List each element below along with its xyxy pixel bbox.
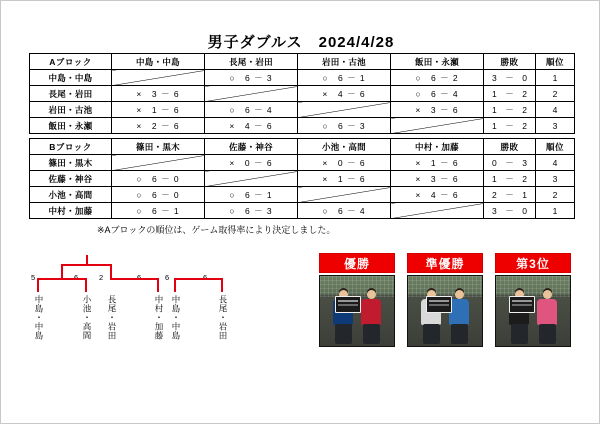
cell-record: 1 － 2 xyxy=(484,102,536,118)
person-legs xyxy=(451,324,468,344)
award-photo-runner-up xyxy=(407,275,483,347)
bracket-entry: 小池・高間 xyxy=(82,295,92,340)
cell-self xyxy=(205,86,298,102)
cell-score: ○ 6 － 2 xyxy=(391,70,484,86)
cell-self xyxy=(112,155,205,171)
cell-record: 2 － 1 xyxy=(484,187,536,203)
cell-score: ○ 6 － 3 xyxy=(205,203,298,219)
bracket-line xyxy=(85,278,87,292)
col-header-rank: 順位 xyxy=(536,54,575,70)
row-team-name: 篠田・黒木 xyxy=(30,155,112,171)
bracket-line xyxy=(61,264,63,278)
col-header-team-3: 小池・高間 xyxy=(298,139,391,155)
col-header-team-4: 飯田・永瀬 xyxy=(391,54,484,70)
col-header-team-4: 中村・加藤 xyxy=(391,139,484,155)
bracket-line xyxy=(157,278,159,292)
cell-score: ○ 6 － 3 xyxy=(298,118,391,134)
award-photo-champion xyxy=(319,275,395,347)
cell-score: ○ 6 － 0 xyxy=(112,171,205,187)
cell-self xyxy=(112,70,205,86)
award-ribbon-third-place: 第3位 xyxy=(495,253,571,273)
bracket-seed-number: 6 xyxy=(165,273,170,282)
col-header-rank: 順位 xyxy=(536,139,575,155)
table-row xyxy=(30,171,575,187)
cell-score: × 2 － 6 xyxy=(112,118,205,134)
cell-score: × 1 － 6 xyxy=(298,171,391,187)
col-header-team-2: 長尾・岩田 xyxy=(205,54,298,70)
cell-rank: 2 xyxy=(536,86,575,102)
person-legs xyxy=(335,324,352,344)
bracket-line xyxy=(174,278,176,292)
bracket-seed-number: 5 xyxy=(31,273,36,282)
table-row xyxy=(30,203,575,219)
person-body xyxy=(449,299,469,325)
col-header-team-2: 佐藤・神谷 xyxy=(205,139,298,155)
person-head xyxy=(543,290,552,299)
bracket-line xyxy=(37,278,86,280)
col-header-record: 勝敗 xyxy=(484,139,536,155)
col-header-team-1: 篠田・黒木 xyxy=(112,139,205,155)
person-figure xyxy=(534,290,560,344)
award-block-runner-up xyxy=(407,253,483,347)
cell-rank: 4 xyxy=(536,155,575,171)
bracket-seed-number: 2 xyxy=(99,273,104,282)
cell-record: 0 － 3 xyxy=(484,155,536,171)
cell-score: × 3 － 6 xyxy=(391,171,484,187)
col-header-team-3: 岩田・古池 xyxy=(298,54,391,70)
tournament-bracket xyxy=(31,251,301,371)
cell-score: × 1 － 6 xyxy=(391,155,484,171)
person-figure xyxy=(358,290,384,344)
row-team-name: 佐藤・神谷 xyxy=(30,171,112,187)
cell-rank: 4 xyxy=(536,102,575,118)
bracket-line xyxy=(110,278,158,280)
cell-score: ○ 6 － 0 xyxy=(112,187,205,203)
cell-rank: 3 xyxy=(536,171,575,187)
bracket-line xyxy=(110,264,112,278)
cell-rank: 2 xyxy=(536,187,575,203)
cell-score: ○ 6 － 4 xyxy=(298,203,391,219)
cell-score: ○ 6 － 3 xyxy=(205,70,298,86)
cell-self xyxy=(391,203,484,219)
cell-score: ○ 6 － 1 xyxy=(112,203,205,219)
person-body xyxy=(361,299,381,325)
cell-score: ○ 6 － 4 xyxy=(391,86,484,102)
block-b-label: Bブロック xyxy=(30,139,112,155)
footnote: ※Aブロックの順位は、ゲーム取得率により決定しました。 xyxy=(97,225,336,235)
result-board xyxy=(426,296,452,313)
award-photo-third-place xyxy=(495,275,571,347)
row-team-name: 中島・中島 xyxy=(30,70,112,86)
bracket-line xyxy=(37,278,39,292)
award-block-third-place xyxy=(495,253,571,347)
table-header-row xyxy=(30,139,575,155)
cell-self xyxy=(298,102,391,118)
cell-rank: 1 xyxy=(536,203,575,219)
bracket-entry: 中村・加藤 xyxy=(154,295,164,340)
cell-score: × 3 － 6 xyxy=(391,102,484,118)
row-team-name: 中村・加藤 xyxy=(30,203,112,219)
cell-score: ○ 6 － 1 xyxy=(205,187,298,203)
cell-score: × 3 － 6 xyxy=(112,86,205,102)
block-a-label: Aブロック xyxy=(30,54,112,70)
block-b-table xyxy=(29,138,575,219)
cell-score: × 0 － 6 xyxy=(298,155,391,171)
table-row xyxy=(30,118,575,134)
col-header-record: 勝敗 xyxy=(484,54,536,70)
award-ribbon-champion: 優勝 xyxy=(319,253,395,273)
cell-self xyxy=(391,118,484,134)
bracket-line xyxy=(221,278,223,292)
person-legs xyxy=(511,324,528,344)
result-board xyxy=(335,296,361,313)
row-team-name: 岩田・古池 xyxy=(30,102,112,118)
row-team-name: 長尾・岩田 xyxy=(30,86,112,102)
table-header-row xyxy=(30,54,575,70)
bracket-entry: 長尾・岩田 xyxy=(218,295,228,340)
cell-score: × 4 － 6 xyxy=(391,187,484,203)
table-row xyxy=(30,70,575,86)
cell-record: 1 － 2 xyxy=(484,171,536,187)
table-row xyxy=(30,187,575,203)
cell-record: 1 － 2 xyxy=(484,86,536,102)
person-legs xyxy=(423,324,440,344)
bracket-entry: 中島・中島 xyxy=(171,295,181,340)
table-row xyxy=(30,86,575,102)
result-board xyxy=(509,296,535,313)
col-header-team-1: 中島・中島 xyxy=(112,54,205,70)
bracket-line xyxy=(61,264,111,266)
cell-record: 1 － 2 xyxy=(484,118,536,134)
bracket-line xyxy=(174,278,222,280)
cell-score: × 0 － 6 xyxy=(205,155,298,171)
table-row xyxy=(30,155,575,171)
table-row xyxy=(30,102,575,118)
bracket-entry: 中島・中島 xyxy=(34,295,44,340)
person-head xyxy=(455,290,464,299)
cell-score: × 4 － 6 xyxy=(298,86,391,102)
person-body xyxy=(537,299,557,325)
person-legs xyxy=(363,324,380,344)
cell-score: × 4 － 6 xyxy=(205,118,298,134)
cell-rank: 3 xyxy=(536,118,575,134)
cell-score: ○ 6 － 4 xyxy=(205,102,298,118)
cell-score: ○ 6 － 1 xyxy=(298,70,391,86)
person-legs xyxy=(539,324,556,344)
title-text: 男子ダブルス xyxy=(207,34,303,51)
cell-record: 3 － 0 xyxy=(484,203,536,219)
page-title xyxy=(1,31,600,52)
award-block-champion xyxy=(319,253,395,347)
cell-score: × 1 － 6 xyxy=(112,102,205,118)
award-ribbon-runner-up: 準優勝 xyxy=(407,253,483,273)
row-team-name: 飯田・永瀬 xyxy=(30,118,112,134)
cell-rank: 1 xyxy=(536,70,575,86)
person-head xyxy=(367,290,376,299)
cell-self xyxy=(205,171,298,187)
row-team-name: 小池・高間 xyxy=(30,187,112,203)
cell-self xyxy=(298,187,391,203)
bracket-entry: 長尾・岩田 xyxy=(107,295,117,340)
block-a-table xyxy=(29,53,575,134)
event-date: 2024/4/28 xyxy=(318,34,395,51)
cell-record: 3 － 0 xyxy=(484,70,536,86)
